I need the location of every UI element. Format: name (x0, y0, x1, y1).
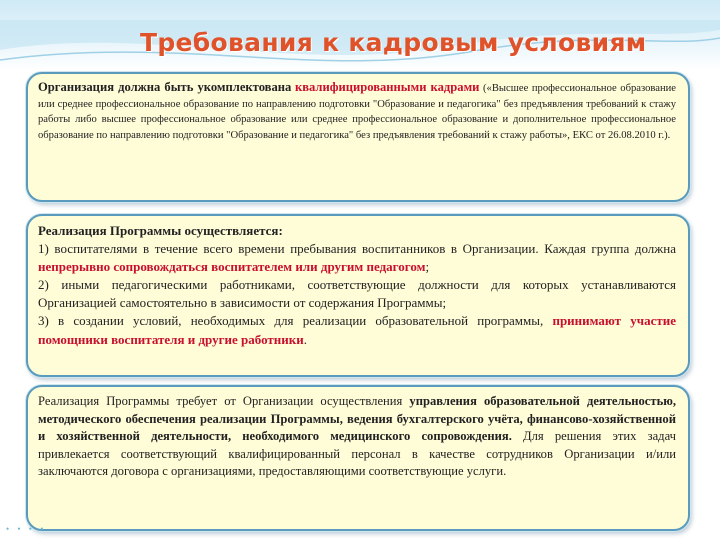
qualification-body-text: («Высшее профессиональное образование или среднее профессиональное образование по направлению подготовки "Образование и педагогика" без предъявления требований к стажу работы либо высшее профессиональное образование или среднее профессиональное образование и дополнительное профессиональное образование по направлению подготовки "Образование и педагогика" без предъявления требований к стажу работы», ЕКС от 26.08.2010 г.). (38, 83, 676, 141)
organization-text-start: Реализация Программы требует от Организации осуществления (38, 394, 410, 408)
lead-bold-text: Организация должна быть укомплектована (38, 80, 292, 94)
implementation-item-1 (38, 240, 676, 276)
implementation-item-2: 2) иными педагогическими работниками, соответствующие должности для которых устанавливаются Организацией самостоятельно в зависимости от содержания Программы; (38, 277, 676, 311)
organization-text (38, 393, 676, 481)
item-1-text: 1) воспитателями в течение всего времени пребывания воспитанников в Организации. Каждая группа должна (38, 241, 676, 257)
item-3-end: . (303, 331, 308, 347)
qualification-requirements-box (26, 72, 690, 202)
qualification-text (38, 80, 676, 143)
page-title: Требования к кадровым условиям (140, 28, 647, 57)
implementation-item-3 (38, 312, 676, 348)
item-3-text: 3) в создании условий, необходимых для реализации образовательной программы, (38, 313, 553, 329)
item-1-end: ; (425, 259, 430, 275)
item-3-highlight: принимают участие помощники воспитателя и другие работники (38, 313, 676, 347)
organization-text-end: Для решения этих задач привлекается соответствующий квалифицированный персонал в качестве сотрудников Организации и/или заключаются договора с организациями, предоставляющими соответствующие услуги. (38, 429, 676, 479)
organization-text-bold: управления образовательной деятельностью, методического обеспечения реализации Программы, ведения бухгалтерского учёта, финансово-хозяйственной и хозяйственной деятельности, необходимого медицинского сопровождения. (38, 394, 676, 444)
organization-requirements-box (26, 385, 690, 531)
implementation-heading: Реализация Программы осуществляется: (38, 223, 283, 238)
lead-highlight-text: квалифицированными кадрами (294, 80, 480, 94)
program-implementation-box (26, 214, 690, 377)
corner-dots-decoration: • • • • (6, 524, 47, 534)
item-1-highlight: непрерывно сопровождаться воспитателем или другим педагогом (38, 259, 426, 275)
